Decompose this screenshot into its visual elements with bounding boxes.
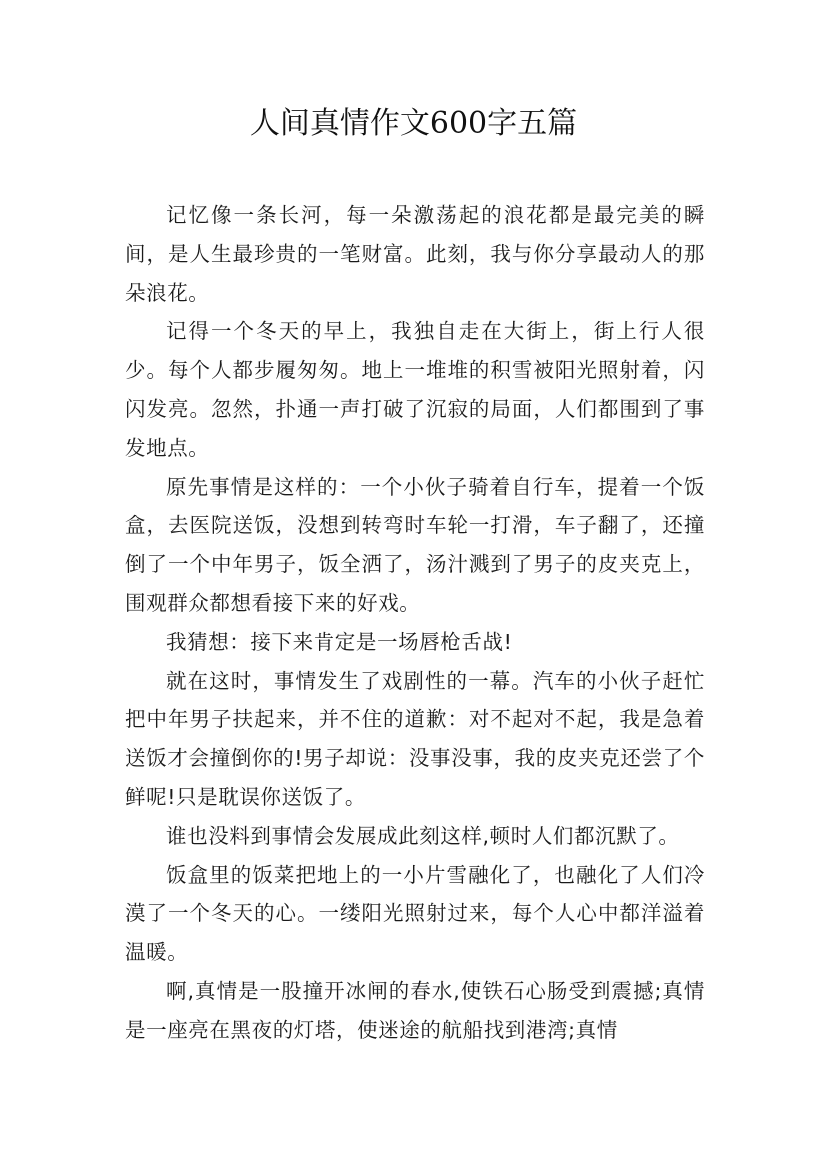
document-title: 人间真情作文600字五篇	[249, 106, 578, 141]
paragraph: 饭盒里的饭菜把地上的一小片雪融化了，也融化了人们冷漠了一个冬天的心。一缕阳光照射过来，每个人心中都洋溢着温暖。	[125, 862, 705, 965]
paragraph: 记忆像一条长河，每一朵激荡起的浪花都是最完美的瞬间，是人生最珍贵的一笔财富。此刻，我与你分享最动人的那朵浪花。	[125, 203, 705, 305]
paragraph: 谁也没料到事情会发展成此刻这样,顿时人们都沉默了。	[166, 823, 680, 848]
paragraph: 啊,真情是一股撞开冰闸的春水,使铁石心肠受到震撼;真情是一座亮在黑夜的灯塔，使迷途的航船找到港湾;真情	[125, 978, 705, 1042]
paragraph: 我猜想：接下来肯定是一场唇枪舌战!	[166, 629, 513, 654]
paragraph: 原先事情是这样的：一个小伙子骑着自行车，提着一个饭盒，去医院送饭，没想到转弯时车轮一打滑，车子翻了，还撞倒了一个中年男子，饭全洒了，汤汁溅到了男子的皮夹克上，围观群众都想看接下来的好戏。	[125, 474, 705, 615]
paragraph: 就在这时，事情发生了戏剧性的一幕。汽车的小伙子赶忙把中年男子扶起来，并不住的道歉：对不起对不起，我是急着送饭才会撞倒你的!男子却说：没事没事，我的皮夹克还尝了个鲜呢!只是耽误你送饭了。	[125, 668, 705, 809]
paragraph: 记得一个冬天的早上，我独自走在大街上，街上行人很少。每个人都步履匆匆。地上一堆堆的积雪被阳光照射着，闪闪发亮。忽然，扑通一声打破了沉寂的局面，人们都围到了事发地点。	[125, 319, 705, 460]
document-body	[125, 196, 705, 1050]
